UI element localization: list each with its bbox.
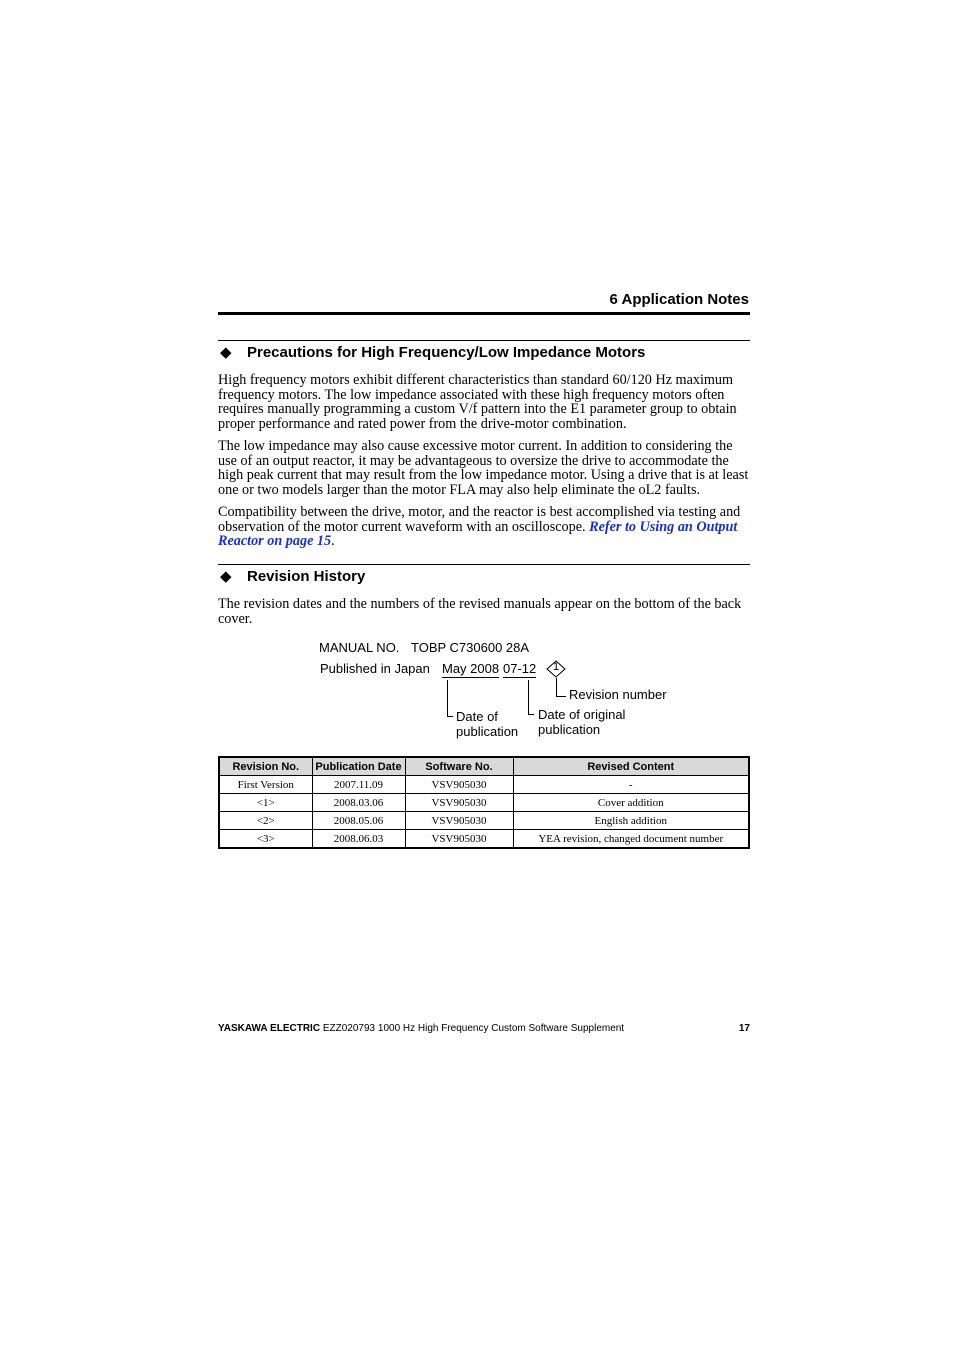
orig-date-label: Date of original xyxy=(538,707,626,722)
paragraph: High frequency motors exhibit different characteristics than standard 60/120 Hz maximum frequency motors. The low impedance associated with these high frequency motors often requires manually programming a custom V/f pattern into the E1 parameter group to obtain proper performance and rated power from the drive-motor combination. xyxy=(218,372,737,432)
section-rule xyxy=(218,340,750,341)
manual-no-label: MANUAL NO. xyxy=(319,640,400,655)
revision-number-label: Revision number xyxy=(569,687,667,702)
published-label: Published in Japan xyxy=(320,661,430,676)
diamond-icon: ◆ xyxy=(220,568,232,585)
page-number: 17 xyxy=(738,1023,750,1034)
section-heading xyxy=(220,343,645,361)
column-header: Revised Content xyxy=(513,757,749,776)
table-cell: VSV905030 xyxy=(405,794,513,812)
revision-leader xyxy=(556,696,566,697)
table-cell: VSV905030 xyxy=(405,830,513,849)
table-cell: YEA revision, changed document number xyxy=(513,830,749,849)
table-row xyxy=(219,794,749,812)
original-date: 07-12 xyxy=(503,661,537,676)
column-header: Software No. xyxy=(405,757,513,776)
date-leader xyxy=(447,716,453,717)
table-cell: <3> xyxy=(219,830,312,849)
orig-date-label: publication xyxy=(538,722,601,737)
column-header: Revision No. xyxy=(219,757,312,776)
section-rule xyxy=(218,564,750,565)
header-rule xyxy=(218,312,750,315)
table-cell: Cover addition xyxy=(513,794,749,812)
orig-date-leader xyxy=(528,714,534,715)
table-cell: VSV905030 xyxy=(405,812,513,830)
footer-document: EZZ020793 1000 Hz High Frequency Custom Software Supplement xyxy=(322,1023,625,1034)
paragraph-end: . xyxy=(331,533,335,550)
footer-brand: YASKAWA ELECTRIC xyxy=(218,1023,321,1034)
orig-date-underline xyxy=(503,677,536,678)
paragraph-text: Compatibility between the drive, motor, and the reactor is best accomplished via testing and observation of the motor current waveform with an oscilloscope. xyxy=(218,504,741,535)
diamond-icon: ◆ xyxy=(220,344,232,361)
footer-left xyxy=(218,1023,624,1034)
section-heading xyxy=(220,567,365,585)
orig-date-leader xyxy=(528,680,529,715)
table-cell: 2008.05.06 xyxy=(312,812,405,830)
table-row xyxy=(219,830,749,849)
manual-no-value: TOBP C730600 28A xyxy=(411,640,530,655)
revision-leader xyxy=(556,678,557,697)
table-cell: - xyxy=(513,776,749,794)
date-leader xyxy=(447,680,448,717)
table-cell: VSV905030 xyxy=(405,776,513,794)
table-cell: First Version xyxy=(219,776,312,794)
table-cell: 2008.06.03 xyxy=(312,830,405,849)
revision-table xyxy=(218,756,750,849)
paragraph: The revision dates and the numbers of the revised manuals appear on the bottom of the back cover. xyxy=(218,596,742,627)
cross-reference-link[interactable]: Refer to Using an Output Reactor on page 15 xyxy=(218,518,738,550)
date-of-publication-label: publication xyxy=(456,724,519,739)
chapter-title: 6 Application Notes xyxy=(609,291,749,308)
table-header-row xyxy=(219,757,749,776)
table-cell: <1> xyxy=(219,794,312,812)
table-cell: 2007.11.09 xyxy=(312,776,405,794)
publication-date: May 2008 xyxy=(442,661,500,676)
revision-mark: 1 xyxy=(552,661,560,673)
table-cell: 2008.03.06 xyxy=(312,794,405,812)
table-cell: <2> xyxy=(219,812,312,830)
date-of-publication-label: Date of xyxy=(456,709,498,724)
table-row xyxy=(219,776,749,794)
paragraph xyxy=(218,505,750,549)
date-underline xyxy=(442,677,499,678)
section-title: Revision History xyxy=(247,568,366,585)
column-header: Publication Date xyxy=(312,757,405,776)
table-row xyxy=(219,812,749,830)
table-cell: English addition xyxy=(513,812,749,830)
section-title: Precautions for High Frequency/Low Impedance Motors xyxy=(247,344,646,361)
paragraph: The low impedance may also cause excessive motor current. In addition to considering the use of an output reactor, it may be advantageous to oversize the drive to accommodate the high peak current that may result from the low impedance motor. Using a drive that is at least one or two models larger than the motor FLA may also help eliminate the oL2 faults. xyxy=(218,438,749,498)
